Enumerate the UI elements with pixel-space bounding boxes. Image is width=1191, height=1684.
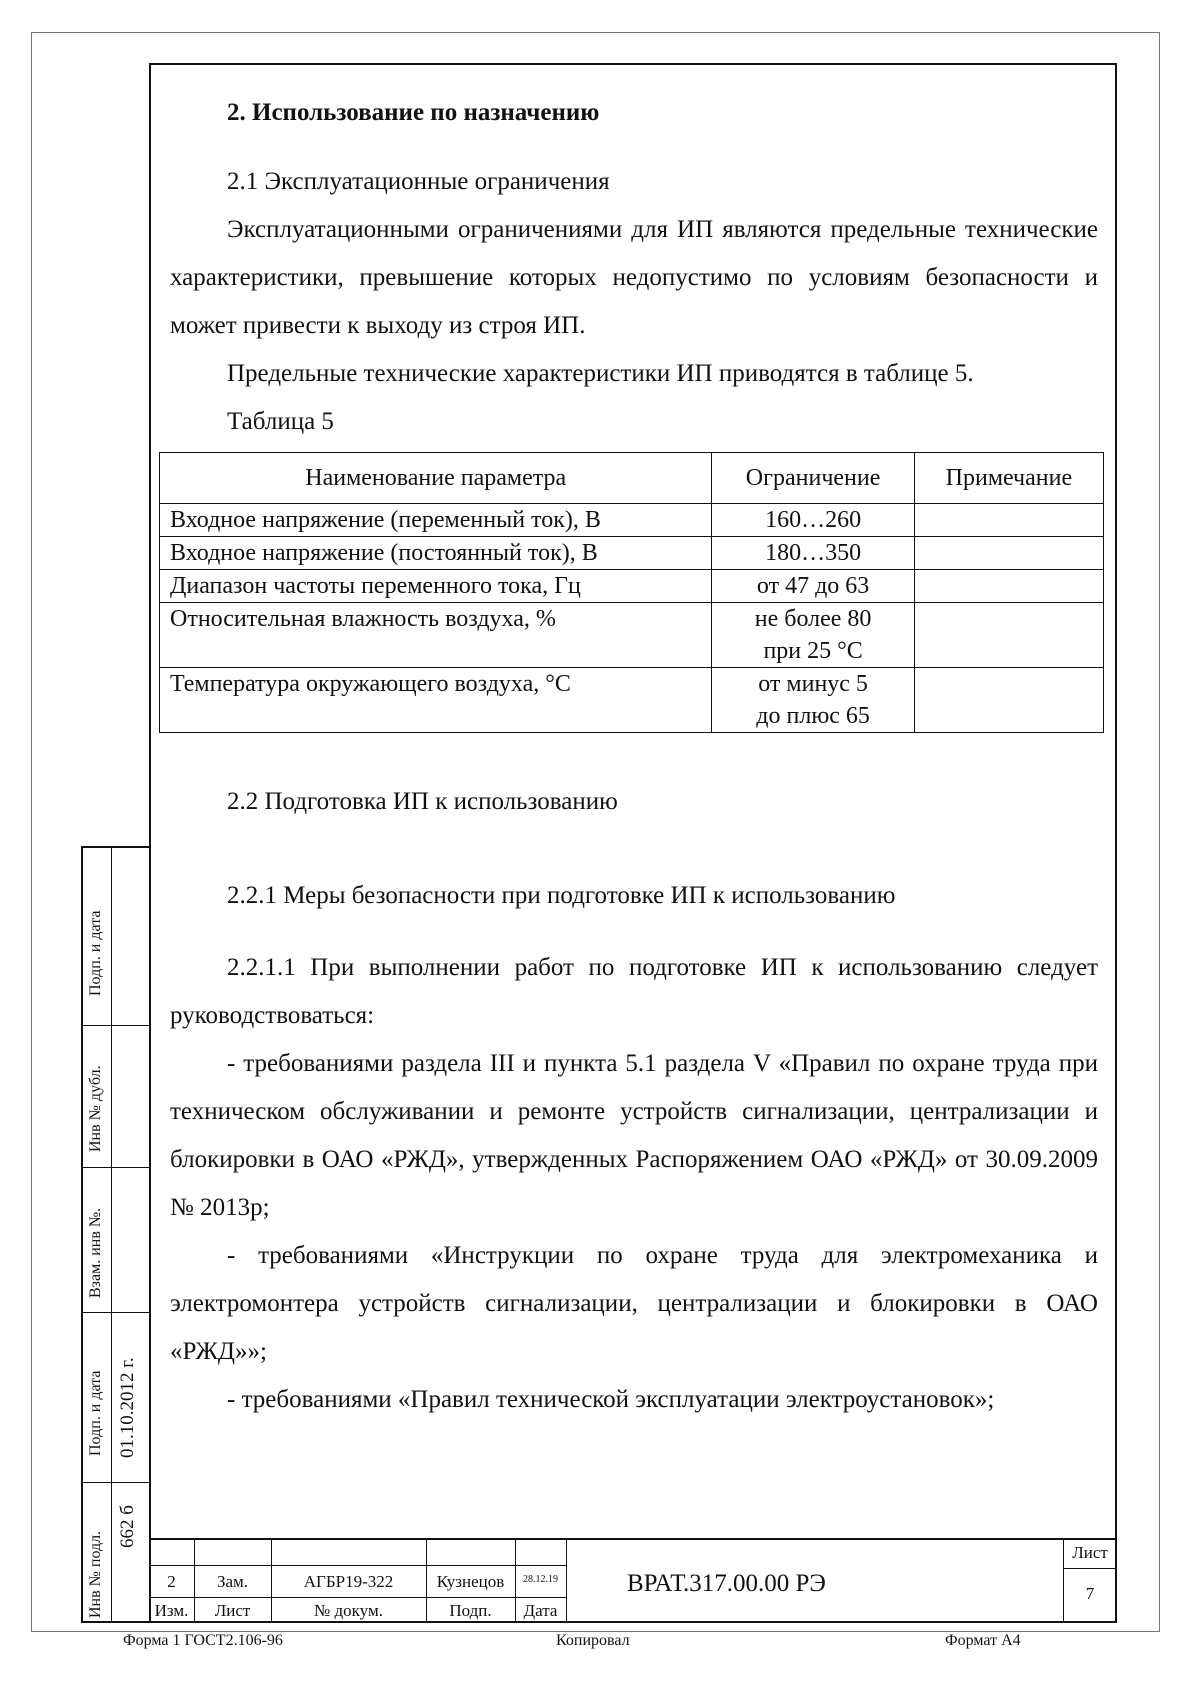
sheet-number: 7	[1085, 1584, 1095, 1603]
paragraph: Предельные технические характеристики ИП приводятся в таблице 5.	[227, 360, 974, 387]
paragraph: - требованиями «Правил технической эксплуатации электроустановок»;	[227, 1386, 995, 1413]
table-header-cell: Примечание	[914, 453, 1103, 504]
stamp-label: Инв № дубл.	[87, 1065, 104, 1152]
paragraph: - требованиями «Инструкции по охране труда для электромеханика и электромонтера устройств сигнализации, централизации и блокировки в ОАО «РЖД»»;	[170, 1242, 1098, 1365]
param-name: Температура окружающего воздуха, °С	[160, 668, 712, 733]
rev-date: 28.12.19	[523, 1574, 558, 1585]
label-data: Дата	[523, 1601, 558, 1620]
param-limit-cond: до плюс 65	[756, 703, 870, 729]
table-row	[160, 668, 1104, 733]
table-row	[160, 603, 1104, 668]
rev-doc: АГБР19-322	[303, 1572, 394, 1591]
param-name: Относительная влажность воздуха, %	[160, 603, 712, 668]
rev-signer: Кузнецов	[436, 1572, 505, 1591]
param-note	[914, 603, 1103, 668]
document-body-2	[170, 778, 1098, 1424]
param-limit-cell	[712, 668, 914, 733]
document-body	[170, 90, 1098, 446]
table-header-row	[160, 453, 1104, 504]
footer-copied: Копировал	[556, 1632, 630, 1649]
param-limit: 160…260	[712, 504, 914, 537]
param-limit-cell	[712, 603, 914, 668]
stamp-value: 662 б	[117, 1505, 138, 1548]
param-note	[914, 570, 1103, 603]
param-note	[914, 668, 1103, 733]
param-limit: не более 80	[754, 606, 872, 632]
param-limit: от минус 5	[758, 671, 868, 697]
stamp-label: Подп. и дата	[87, 1370, 104, 1456]
table-caption: Таблица 5	[227, 408, 334, 435]
paragraph: - требованиями раздела III и пункта 5.1 раздела V «Правил по охране труда при техническом обслуживании и ремонте устройств сигнализации, централизации и блокировки в ОАО «РЖД», утвержденных Распоряжением ОАО «РЖД» от 30.09.2009 № 2013р;	[170, 1050, 1098, 1221]
stamp-label: Инв № подл.	[87, 1530, 104, 1618]
stamp-date: 01.10.2012 г.	[117, 1357, 138, 1458]
label-doc: № докум.	[314, 1601, 383, 1620]
stamp-label: Подп. и дата	[87, 910, 104, 996]
subsection-title: 2.2 Подготовка ИП к использованию	[227, 788, 618, 815]
label-list: Лист	[214, 1601, 251, 1620]
sheet-label: Лист	[1072, 1543, 1108, 1562]
table-header-cell: Ограничение	[712, 453, 914, 504]
footer-format: Формат А4	[945, 1632, 1021, 1649]
paragraph: 2.2.1.1 При выполнении работ по подготовке ИП к использованию следует руководствоваться:	[170, 954, 1098, 1029]
param-name: Входное напряжение (переменный ток), В	[160, 504, 712, 537]
footer-form: Форма 1 ГОСТ2.106-96	[123, 1632, 283, 1649]
rev-list: Зам.	[216, 1572, 249, 1591]
table-row	[160, 504, 1104, 537]
subsection-title: 2.1 Эксплуатационные ограничения	[227, 168, 610, 195]
param-name: Диапазон частоты переменного тока, Гц	[160, 570, 712, 603]
param-note	[914, 537, 1103, 570]
label-podp: Подп.	[449, 1601, 492, 1620]
label-izm: Изм.	[154, 1601, 189, 1620]
table-header-cell: Наименование параметра	[160, 453, 712, 504]
side-stamp	[81, 846, 149, 1623]
rev-izm: 2	[167, 1572, 176, 1591]
paragraph: Эксплуатационными ограничениями для ИП являются предельные технические характеристики, превышение которых недопустимо по условиям безопасности и может привести к выходу из строя ИП.	[170, 216, 1098, 339]
table-row	[160, 537, 1104, 570]
param-limit: 180…350	[712, 537, 914, 570]
document-code: ВРАТ.317.00.00 РЭ	[627, 1570, 826, 1597]
limits-table	[159, 452, 1104, 733]
section-title: 2. Использование по назначению	[227, 99, 600, 126]
param-limit-cond: при 25 °С	[763, 638, 863, 664]
subsection-title: 2.2.1 Меры безопасности при подготовке ИП к использованию	[227, 882, 896, 909]
param-limit: от 47 до 63	[712, 570, 914, 603]
table-row	[160, 570, 1104, 603]
param-name: Входное напряжение (постоянный ток), В	[160, 537, 712, 570]
stamp-label: Взам. инв №.	[87, 1207, 104, 1298]
param-note	[914, 504, 1103, 537]
